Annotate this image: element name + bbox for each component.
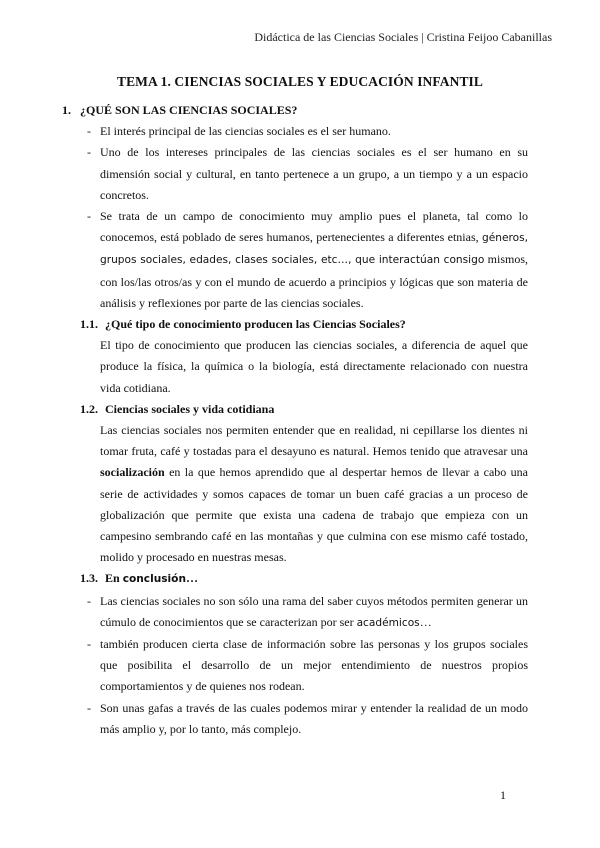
list-item xyxy=(64,121,528,142)
subsection-1-1-paragraph: El tipo de conocimiento que producen las ciencias sociales, a diferencia de aquel que produce la física, la química o la biología, está directamente relacionado con nuestra vida cotidiana. xyxy=(100,338,528,395)
section-1-heading xyxy=(62,100,528,121)
subsection-title: En xyxy=(105,571,120,586)
bold-term: socialización xyxy=(100,465,165,480)
list-item-text: géneros, grupos sociales, edades, clases sociales, etc…, que interactúan consigo xyxy=(100,232,528,267)
list-item xyxy=(64,634,528,698)
section-number: 1. xyxy=(62,103,71,117)
dash-bullet: - xyxy=(87,593,91,608)
subsection-number: 1.1. xyxy=(80,317,98,332)
subsection-number: 1.3. xyxy=(80,571,98,586)
dash-bullet: - xyxy=(87,637,91,652)
subsection-title: … xyxy=(186,571,198,586)
subsection-title: conclusión xyxy=(122,573,186,586)
list-item-text: académicos xyxy=(356,616,420,629)
list-item-text: … xyxy=(419,614,432,629)
subsection-1-2-paragraph xyxy=(100,420,528,568)
subsection-number: 1.2. xyxy=(80,401,98,416)
running-header: Didáctica de las Ciencias Sociales | Cristina Feijoo Cabanillas xyxy=(254,30,552,44)
section-title: ¿QUÉ SON LAS CIENCIAS SOCIALES? xyxy=(80,103,298,117)
page-title: TEMA 1. CIENCIAS SOCIALES Y EDUCACIÓN INFANTIL xyxy=(116,74,484,89)
paragraph-text: Las ciencias sociales nos permiten entender que en realidad, ni cepillarse los dientes ni tomar fruta, café y tostadas para el desayuno es natural. Hemos tenido que atravesar una xyxy=(100,423,528,459)
section-1-list xyxy=(64,121,528,314)
dash-bullet: - xyxy=(87,124,91,139)
subsection-1-3-list xyxy=(64,591,528,740)
list-item-text: Son unas gafas a través de las cuales podemos mirar y entender la realidad de un modo más amplio y, por lo tanto, más complejo. xyxy=(100,700,528,736)
list-item-text: mismos, con los/las otros/as y con el mundo de acuerdo a principios y lógicas que son materia de análisis y reflexiones por parte de las ciencias sociales. xyxy=(100,252,529,310)
list-item-text: El interés principal de las ciencias sociales es el ser humano. xyxy=(100,124,391,139)
list-item-text: Se trata de un campo de conocimiento muy amplio pues el planeta, tal como lo conocemos, está poblado de seres humanos, pertenecientes a diferentes etnias, xyxy=(100,209,528,245)
list-item xyxy=(64,591,528,634)
subsection-1-3-heading xyxy=(80,568,528,590)
subsection-1-2-heading xyxy=(80,399,528,420)
list-item-text: también producen cierta clase de información sobre las personas y los grupos sociales que posibilita el desarrollo de un mejor entendimiento de nuestros propios comportamientos y de quienes nos rodean. xyxy=(100,637,528,694)
subsection-1-1-heading xyxy=(80,314,528,335)
dash-bullet: - xyxy=(87,145,91,160)
dash-bullet: - xyxy=(87,700,91,715)
paragraph-text: en la que hemos aprendido que al despertar hemos de llevar a cabo una serie de actividades y somos capaces de tomar un buen café gracias a un proceso de globalización que permite que exista una cadena de trabajo que empieza con un campesino sembrando café en las montañas y que culmina con ese mismo café tostado, molido y procesado en nuestras mesas. xyxy=(100,465,528,565)
list-item xyxy=(64,698,528,740)
list-item xyxy=(64,142,528,206)
page-number: 1 xyxy=(500,788,506,802)
dash-bullet: - xyxy=(87,209,91,224)
subsection-title: Ciencias sociales y vida cotidiana xyxy=(105,401,275,416)
list-item-text: Las ciencias sociales no son sólo una rama del saber cuyos métodos permiten generar un cúmulo de conocimientos que se caracterizan por ser xyxy=(100,593,528,629)
list-item-text: Uno de los intereses principales de las ciencias sociales es el ser humano en su dimensión social y cultural, en tanto pertenece a un grupo, a un tiempo y a un espacio concretos. xyxy=(100,145,528,202)
list-item xyxy=(64,206,528,314)
document-body xyxy=(64,100,528,740)
subsection-title: ¿Qué tipo de conocimiento producen las Ciencias Sociales? xyxy=(105,317,406,332)
